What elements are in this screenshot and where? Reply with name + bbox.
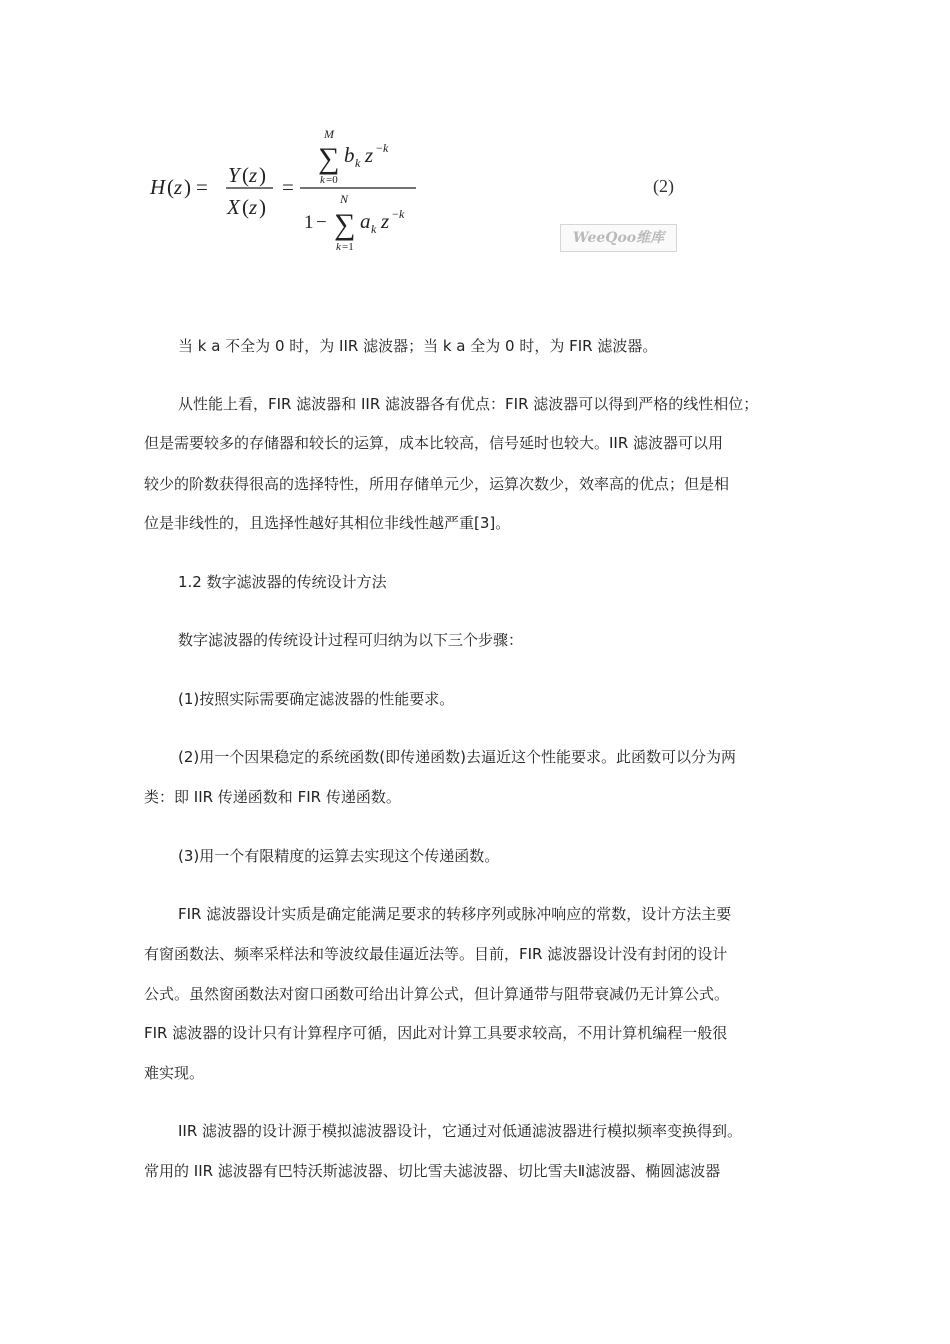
svg-text:X: X bbox=[227, 195, 240, 219]
paragraph-line: 数字滤波器的传统设计过程可归纳为以下三个步骤： bbox=[178, 631, 524, 649]
paragraph-line: 位是非线性的，且选择性越好其相位非线性越严重[3]。 bbox=[144, 514, 511, 532]
svg-text:z: z bbox=[249, 163, 258, 187]
svg-text:−: − bbox=[316, 212, 327, 233]
svg-text:z: z bbox=[381, 209, 390, 233]
svg-text:N: N bbox=[340, 192, 349, 206]
svg-text:k: k bbox=[355, 156, 361, 170]
svg-text:k: k bbox=[383, 141, 389, 155]
svg-text:H: H bbox=[150, 175, 166, 199]
svg-text:M: M bbox=[324, 128, 334, 141]
svg-text:z: z bbox=[365, 143, 374, 167]
svg-text:a: a bbox=[360, 209, 371, 233]
paragraph-line: 从性能上看，FIR 滤波器和 IIR 滤波器各有优点：FIR 滤波器可以得到严格的线性相位； bbox=[178, 395, 759, 413]
svg-text:−: − bbox=[376, 141, 383, 155]
svg-text:): ) bbox=[259, 195, 266, 219]
svg-text:b: b bbox=[344, 143, 355, 167]
watermark-logo: WeeQoo维库 bbox=[560, 224, 677, 252]
paragraph-line: 较少的阶数获得很高的选择特性，所用存储单元少，运算次数少，效率高的优点；但是相 bbox=[144, 475, 730, 493]
svg-text:z: z bbox=[174, 175, 183, 199]
equation-block bbox=[148, 128, 708, 258]
svg-text:): ) bbox=[259, 163, 266, 187]
svg-text:k: k bbox=[399, 207, 405, 221]
svg-text:=1: =1 bbox=[342, 241, 354, 253]
paragraph-line: 公式。虽然窗函数法对窗口函数可给出计算公式，但计算通带与阻带衰减仍无计算公式。 bbox=[144, 985, 730, 1003]
svg-text:=: = bbox=[282, 175, 294, 199]
svg-text:z: z bbox=[249, 195, 258, 219]
step-item: (1)按照实际需要确定滤波器的性能要求。 bbox=[178, 690, 455, 708]
svg-text:k: k bbox=[320, 174, 325, 186]
svg-text:∑: ∑ bbox=[334, 208, 356, 241]
svg-text:(: ( bbox=[242, 195, 249, 219]
section-heading: 1.2 数字滤波器的传统设计方法 bbox=[178, 573, 387, 591]
paragraph-line: IIR 滤波器的设计源于模拟滤波器设计，它通过对低通滤波器进行模拟频率变换得到。 bbox=[178, 1122, 743, 1140]
svg-text:k: k bbox=[336, 241, 341, 253]
step-item: (2)用一个因果稳定的系统函数(即传递函数)去逼近这个性能要求。此函数可以分为两 bbox=[178, 748, 736, 766]
step-item: (3)用一个有限精度的运算去实现这个传递函数。 bbox=[178, 847, 500, 865]
svg-text:Y: Y bbox=[228, 163, 240, 187]
svg-text:∑: ∑ bbox=[318, 142, 340, 175]
svg-text:): ) bbox=[184, 175, 191, 199]
svg-text:(: ( bbox=[242, 163, 249, 187]
paragraph-line: 但是需要较多的存储器和较长的运算，成本比较高，信号延时也较大。IIR 滤波器可以用 bbox=[144, 434, 724, 452]
transfer-function-formula bbox=[148, 128, 448, 258]
svg-text:=0: =0 bbox=[326, 174, 338, 186]
svg-text:k: k bbox=[371, 222, 377, 236]
paragraph-line: 常用的 IIR 滤波器有巴特沃斯滤波器、切比雪夫滤波器、切比雪夫Ⅱ滤波器、椭圆滤波器 bbox=[144, 1162, 721, 1180]
equation-number: (2) bbox=[653, 176, 674, 196]
paragraph-line: FIR 滤波器的设计只有计算程序可循，因此对计算工具要求较高，不用计算机编程一般很 bbox=[144, 1024, 728, 1042]
paragraph-line: 难实现。 bbox=[144, 1064, 205, 1082]
paragraph-line: 有窗函数法、频率采样法和等波纹最佳逼近法等。目前，FIR 滤波器设计没有封闭的设计 bbox=[144, 945, 728, 963]
paragraph-line: 当 k a 不全为 0 时，为 IIR 滤波器；当 k a 全为 0 时，为 FIR 滤波器。 bbox=[178, 337, 658, 355]
svg-text:(: ( bbox=[167, 175, 174, 199]
svg-text:1: 1 bbox=[304, 212, 314, 233]
paragraph-line: FIR 滤波器设计实质是确定能满足要求的转移序列或脉冲响应的常数，设计方法主要 bbox=[178, 905, 732, 923]
svg-text:=: = bbox=[196, 175, 208, 199]
svg-text:−: − bbox=[392, 207, 399, 221]
step-item-continuation: 类：即 IIR 传递函数和 FIR 传递函数。 bbox=[144, 788, 401, 806]
